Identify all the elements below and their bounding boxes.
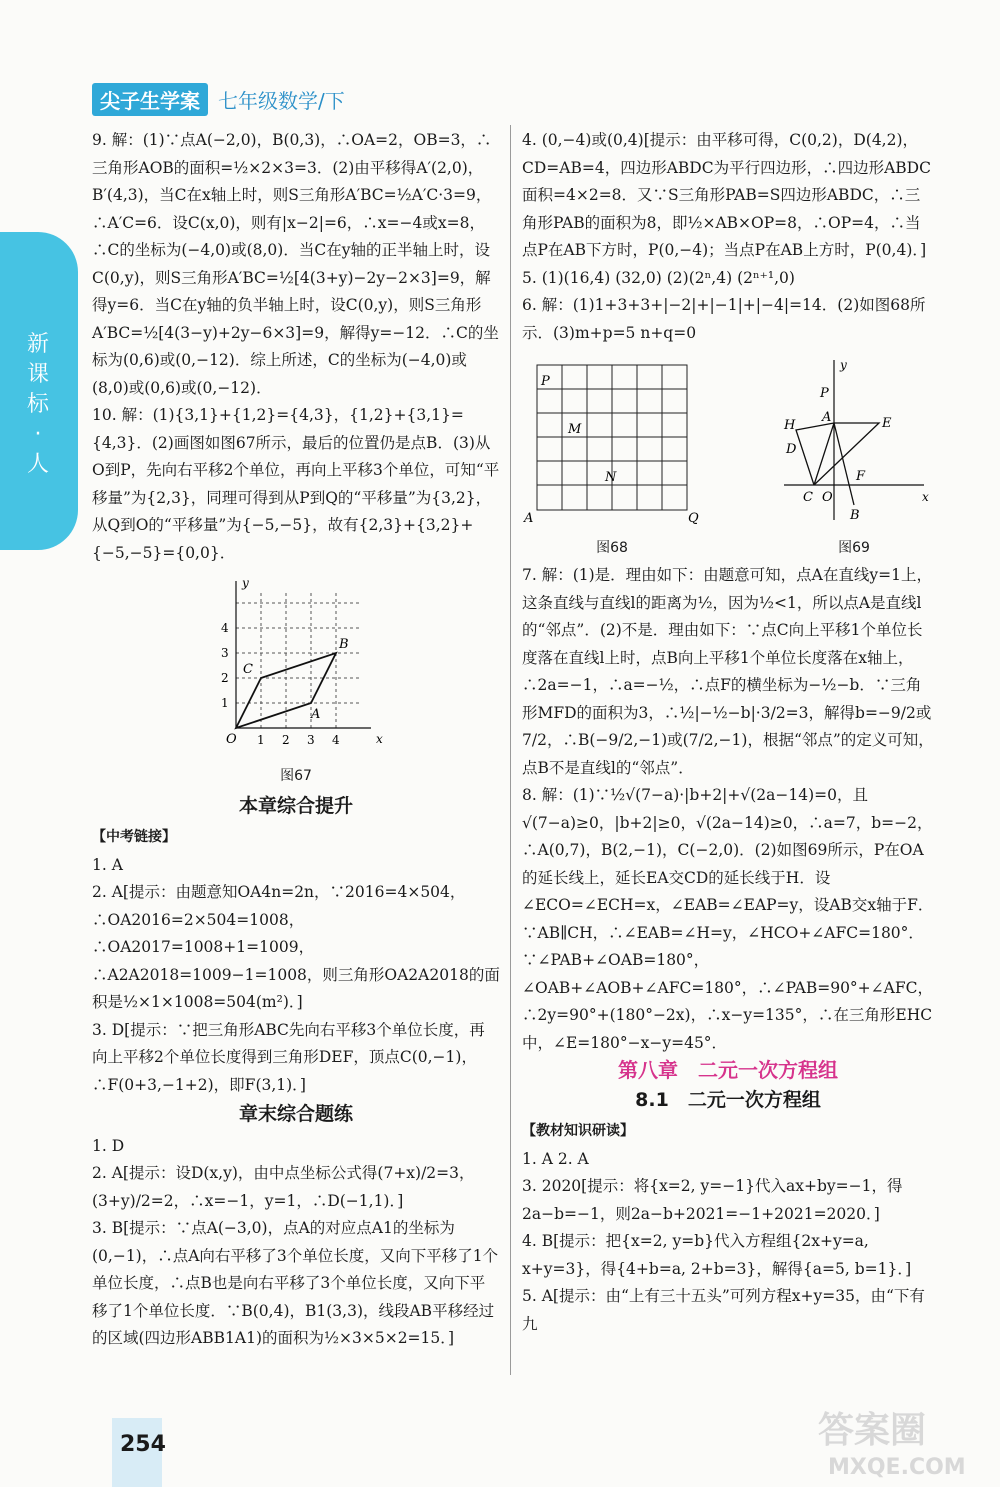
answer-q7: 7. 解：(1)是．理由如下：由题意可知，点A在直线y=1上，这条直线与直线l的距离为½，因为½<1，所以点A是直线l的“邻点”．(2)不是．理由如下：∵点C向上平移1个单位长度落在直线l上时，点B向上平移1个单位长度落在x轴上，∴2a=−1，∴a=−½，∴点F的横坐标为−½−b．∵三角形MFD的面积为3，∴½|−½−b|·3/2=3，解得b=−9/2或7/2，∴B(−9/2,−1)或(7/2,−1)，根据“邻点”的定义可知，点B不是直线l的“邻点”． bbox=[522, 566, 934, 777]
page-number: 254 bbox=[120, 1432, 166, 1457]
side-tab-char: 人 bbox=[26, 452, 49, 477]
brand-label: 尖子生学案 bbox=[92, 83, 208, 116]
figure-69 bbox=[774, 355, 934, 525]
fig69-label-d: D bbox=[786, 442, 797, 457]
fig68-label-n: N bbox=[605, 470, 617, 485]
right-column bbox=[522, 127, 934, 1338]
side-tab-char: · bbox=[34, 422, 42, 447]
fig67-x-tick: 3 bbox=[307, 733, 315, 747]
answer-r3: 3. 2020[提示：将{x=2, y=−1}代入ax+by=−1，得2a−b=−1，则2a−b+2021=−1+2021=2020．] bbox=[522, 1177, 903, 1223]
side-tab-char: 课 bbox=[26, 362, 49, 387]
figure-row bbox=[522, 355, 934, 562]
answer-r5: 5. A[提示：由“上有三十五头”可列方程x+y=35，由“下有九 bbox=[522, 1287, 925, 1333]
answer-z3: 3. D[提示：∵把三角形ABC先向右平移3个单位长度，再向上平移2个单位长度得到三角形DEF，顶点C(0,−1)，∴F(0+3,−1+2)，即F(3,1)．] bbox=[92, 1020, 485, 1094]
figure-68-wrap bbox=[522, 355, 702, 562]
fig69-label-x: x bbox=[922, 490, 929, 504]
fig67-y-tick: 1 bbox=[221, 696, 229, 710]
fig68-label-p: P bbox=[541, 374, 550, 389]
fig69-label-b: B bbox=[850, 508, 860, 523]
fig67-caption: 图67 bbox=[280, 768, 312, 784]
answer-q5: 5. (1)(16,4) (32,0) (2)(2ⁿ,4) (2ⁿ⁺¹,0) bbox=[522, 268, 795, 287]
watermark-line2: MXQE.COM bbox=[828, 1455, 966, 1480]
fig69-label-h: H bbox=[784, 418, 796, 433]
chapter-title: 第八章 二元一次方程组 bbox=[618, 1058, 838, 1082]
fig68-label-a: A bbox=[524, 511, 534, 525]
fig69-label-e: E bbox=[882, 416, 892, 431]
watermark-logo bbox=[808, 1400, 988, 1480]
answer-t3: 3. B[提示：∵点A(−3,0)，点A的对应点A1的坐标为(0,−1)，∴点A向右平移了3个单位长度，又向下平移了1个单位长度，∴点B也是向右平移了3个单位长度，又向下平移了1个单位长度．∵B(0,4)，B1(3,3)，线段AB平移经过的区域(四边形ABB1A1)的面积为½×3×5×2=15．] bbox=[92, 1219, 499, 1347]
fig67-label-b: B bbox=[339, 637, 349, 652]
fig67-label-x: x bbox=[376, 732, 383, 746]
fig68-label-m: M bbox=[568, 422, 582, 437]
fig69-label-f: F bbox=[856, 469, 866, 484]
answer-r1: 1. A 2. A bbox=[522, 1149, 589, 1168]
fig69-label-y: y bbox=[840, 358, 847, 372]
figure-67 bbox=[206, 573, 386, 763]
section-title-8-1: 8.1 二元一次方程组 bbox=[635, 1088, 821, 1111]
fig69-label-p: P bbox=[820, 386, 829, 401]
fig67-label-o: O bbox=[226, 732, 237, 747]
fig69-label-c: C bbox=[803, 490, 813, 505]
answer-t2: 2. A[提示：设D(x,y)，由中点坐标公式得(7+x)/2=3，(3+y)/2=2，∴x=−1，y=1，∴D(−1,1)．] bbox=[92, 1164, 475, 1210]
figure-69-wrap bbox=[774, 355, 934, 562]
left-column bbox=[92, 127, 500, 1353]
tag-exam-link: 【中考链接】 bbox=[92, 829, 176, 845]
side-tab-char: 标 bbox=[26, 392, 49, 417]
answer-q4: 4. (0,−4)或(0,4)[提示：由平移可得，C(0,2)，D(4,2)，CD=AB=4，四边形ABDC为平行四边形，∴四边形ABDC面积=4×2=8．又∵S三角形PAB=S四边形ABDC，∴三角形PAB的面积为8，即½×AB×OP=8，∴OP=4，∴当点P在AB下方时，P(0,−4)；当点P在AB上方时，P(0,4)．] bbox=[522, 131, 931, 259]
answer-q6: 6. 解：(1)1+3+3+|−2|+|−1|+|−4|=14．(2)如图68所示．(3)m+p=5 n+q=0 bbox=[522, 296, 926, 342]
fig67-y-tick: 3 bbox=[221, 646, 229, 660]
fig69-line-chd bbox=[796, 423, 834, 485]
side-tab-char: 新 bbox=[26, 332, 49, 357]
course-label: 七年级数学/下 bbox=[218, 88, 345, 113]
fig68-caption: 图68 bbox=[596, 539, 628, 556]
figure-68 bbox=[522, 355, 702, 525]
section-title-chapter-review: 本章综合提升 bbox=[238, 794, 353, 817]
fig68-label-q: Q bbox=[688, 511, 699, 525]
fig67-label-c: C bbox=[243, 662, 253, 677]
answer-t1: 1. D bbox=[92, 1136, 125, 1155]
watermark-line1: 答案圈 bbox=[818, 1410, 927, 1451]
fig67-label-a: A bbox=[311, 707, 321, 722]
fig69-caption: 图69 bbox=[838, 539, 870, 556]
answer-r4: 4. B[提示：把{x=2, y=b}代入方程组{2x+y=a, x+y=3}，得{4+b=a, 2+b=3}，解得{a=5, b=1}．] bbox=[522, 1232, 912, 1278]
fig69-label-o: O bbox=[822, 490, 833, 505]
fig67-y-tick: 2 bbox=[221, 671, 229, 685]
answer-z1: 1. A bbox=[92, 855, 123, 874]
fig67-y-tick: 4 bbox=[221, 621, 229, 635]
fig68-grid bbox=[537, 365, 687, 510]
fig67-x-tick: 2 bbox=[282, 733, 290, 747]
fig67-x-tick: 4 bbox=[332, 733, 340, 747]
fig69-label-a: A bbox=[822, 410, 832, 425]
answer-q10: 10. 解：(1){3,1}+{1,2}={4,3}，{1,2}+{3,1}={4,3}．(2)画图如图67所示，最后的位置仍是点B．(3)从O到P，先向右平移2个单位，再向上平移3个单位，可知“平移量”为{2,3}，同理可得到从P到Q的“平移量”为{3,2}，从Q到O的“平移量”为{−5,−5}，故有{2,3}+{3,2}+{−5,−5}={0,0}． bbox=[92, 406, 500, 562]
fig69-line-ab bbox=[834, 423, 854, 505]
tag-textbook-reading: 【教材知识研读】 bbox=[522, 1123, 634, 1139]
side-tab-text bbox=[26, 330, 50, 480]
answer-q8: 8. 解：(1)∵½√(7−a)·|b+2|+√(2a−14)=0，且√(7−a)≥0，|b+2|≥0，√(2a−14)≥0，∴a=7，b=−2，∴A(0,7)，B(2,−1)，C(−2,0)．(2)如图69所示，P在OA的延长线上，延长EA交CD的延长线于H．设∠ECO=∠ECH=x，∠EAB=∠EAP=y，设AB交x轴于F．∵AB∥CH，∴∠EAB=∠H=y，∠HCO+∠AFC=180°．∵∠PAB+∠OAB=180°，∠OAB+∠AOB+∠AFC=180°，∴∠PAB=90°+∠AFC，∴2y=90°+(180°−2x)，∴x−y=135°，∴在三角形EHC中，∠E=180°−x−y=45°． bbox=[522, 786, 934, 1052]
answer-z2: 2. A[提示：由题意知OA4n=2n，∵2016=4×504，∴OA2016=2×504=1008，∴OA2017=1008+1=1009，∴A2A2018=1009−1=1008，则三角形OA2A2018的面积是½×1×1008=504(m²)．] bbox=[92, 883, 500, 1011]
section-title-end-practice: 章末综合题练 bbox=[238, 1103, 353, 1125]
fig67-x-tick: 1 bbox=[257, 733, 265, 747]
column-divider bbox=[510, 125, 511, 1375]
fig67-label-y: y bbox=[242, 576, 249, 590]
answer-q9: 9. 解：(1)∵点A(−2,0)，B(0,3)，∴OA=2，OB=3，∴三角形AOB的面积=½×2×3=3．(2)由平移得A′(2,0)，B′(4,3)，当C在x轴上时，则S三角形A′BC=½A′C·3=9，∴A′C=6．设C(x,0)，则有|x−2|=6，∴x=−4或x=8，∴C的坐标为(−4,0)或(8,0)．当C在y轴的正半轴上时，设C(0,y)，则S三角形A′BC=½[4(3+y)−2y−2×3]=9，解得y=6．当C在y轴的负半轴上时，设C(0,y)，则S三角形A′BC=½[4(3−y)+2y−6×3]=9，解得y=−12．∴C的坐标为(0,6)或(0,−12)．综上所述，C的坐标为(−4,0)或(8,0)或(0,6)或(0,−12)． bbox=[92, 131, 499, 397]
page-header bbox=[92, 85, 345, 113]
